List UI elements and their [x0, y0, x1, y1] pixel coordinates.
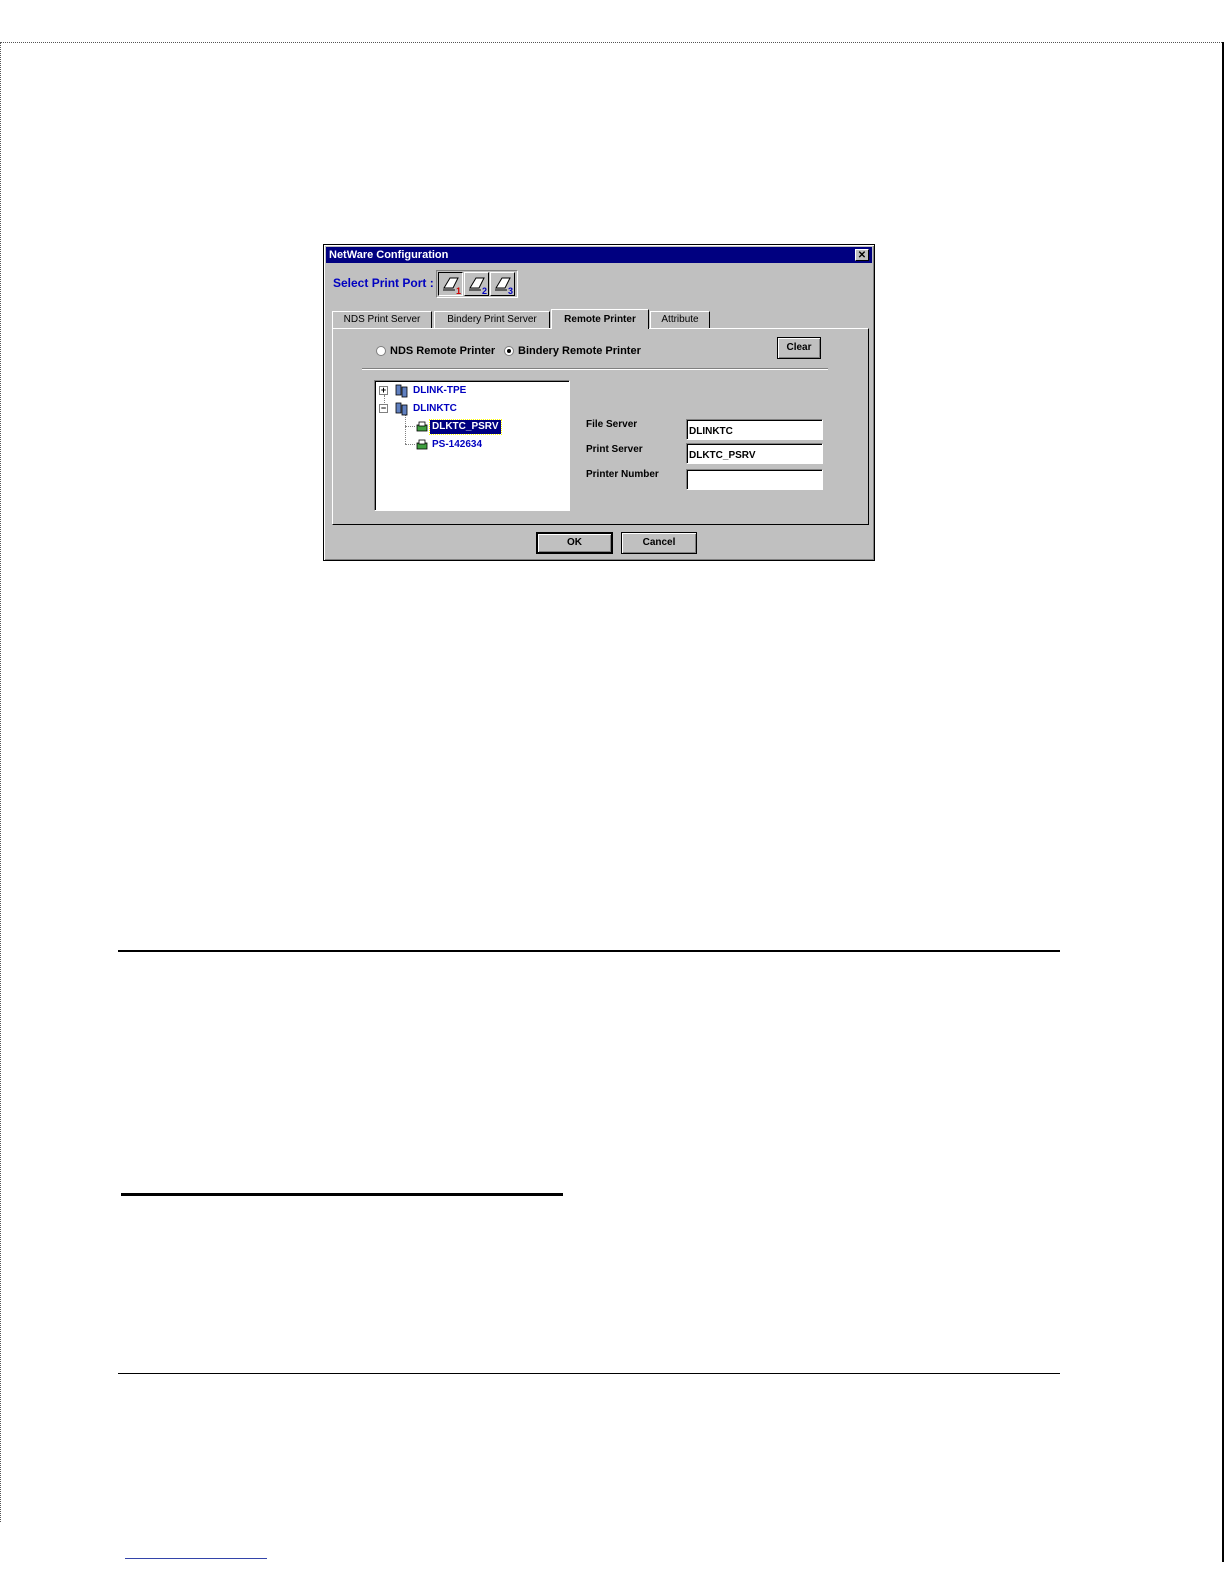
- close-button[interactable]: [855, 249, 869, 261]
- tab-bindery-print-server[interactable]: Bindery Print Server: [434, 311, 550, 328]
- bindery-remote-printer-radio[interactable]: [504, 345, 641, 357]
- tab-remote-printer[interactable]: Remote Printer: [551, 309, 649, 329]
- tab-nds-print-server[interactable]: NDS Print Server: [332, 311, 432, 328]
- dialog-title: NetWare Configuration: [329, 249, 449, 261]
- tree-connector: [405, 426, 415, 427]
- nds-remote-printer-radio[interactable]: [376, 345, 495, 357]
- tab-strip: [332, 309, 872, 329]
- port-number: 2: [481, 286, 487, 296]
- print-server-icon: [415, 438, 429, 452]
- page-top-border: [0, 42, 1224, 43]
- print-server-label: Print Server: [586, 444, 643, 455]
- netware-configuration-dialog: [323, 244, 875, 561]
- radio-unchecked-icon: [376, 346, 386, 356]
- bindery-remote-printer-label: Bindery Remote Printer: [518, 345, 641, 357]
- print-port-2-button[interactable]: [464, 272, 489, 296]
- section-rule: [118, 950, 1060, 952]
- cancel-button[interactable]: Cancel: [621, 532, 697, 554]
- file-server-icon: [395, 402, 409, 416]
- print-port-1-button[interactable]: [438, 272, 463, 296]
- print-port-3-button[interactable]: [490, 272, 515, 296]
- port-number: 3: [507, 286, 513, 296]
- dialog-titlebar: [326, 247, 872, 263]
- close-icon: ✕: [857, 250, 867, 261]
- select-print-port-label: Select Print Port :: [333, 276, 434, 290]
- clear-button[interactable]: Clear: [777, 337, 821, 359]
- page-left-border: [0, 42, 1, 1522]
- file-server-label: File Server: [586, 419, 638, 430]
- print-port-selector: [436, 270, 518, 298]
- tree-item-label: DLINK-TPE: [413, 385, 467, 396]
- panel-divider: [362, 368, 828, 370]
- nds-remote-printer-label: NDS Remote Printer: [390, 345, 496, 357]
- ok-button[interactable]: OK: [536, 532, 613, 554]
- printer-number-field[interactable]: [686, 469, 823, 490]
- printer-number-label: Printer Number: [586, 469, 659, 480]
- heading-underline: [121, 1193, 563, 1196]
- print-server-field[interactable]: [686, 443, 823, 464]
- radio-checked-icon: [504, 346, 514, 356]
- tree-connector: [405, 415, 406, 444]
- expand-plus-icon[interactable]: +: [380, 385, 387, 395]
- tree-item-label: PS-142634: [432, 439, 483, 450]
- tree-connector: [405, 444, 415, 445]
- tree-item-label: DLKTC_PSRV: [432, 421, 499, 432]
- tab-attribute[interactable]: Attribute: [650, 311, 710, 328]
- port-number: 1: [455, 286, 461, 296]
- footer-rule: [118, 1373, 1060, 1374]
- tree-item-label: DLINKTC: [413, 403, 457, 414]
- file-server-icon: [395, 384, 409, 398]
- collapse-minus-icon[interactable]: −: [380, 403, 387, 413]
- print-server-icon: [415, 420, 429, 434]
- file-server-field[interactable]: [686, 419, 823, 440]
- footer-link-underline: [125, 1558, 267, 1559]
- server-tree-view[interactable]: [374, 380, 570, 511]
